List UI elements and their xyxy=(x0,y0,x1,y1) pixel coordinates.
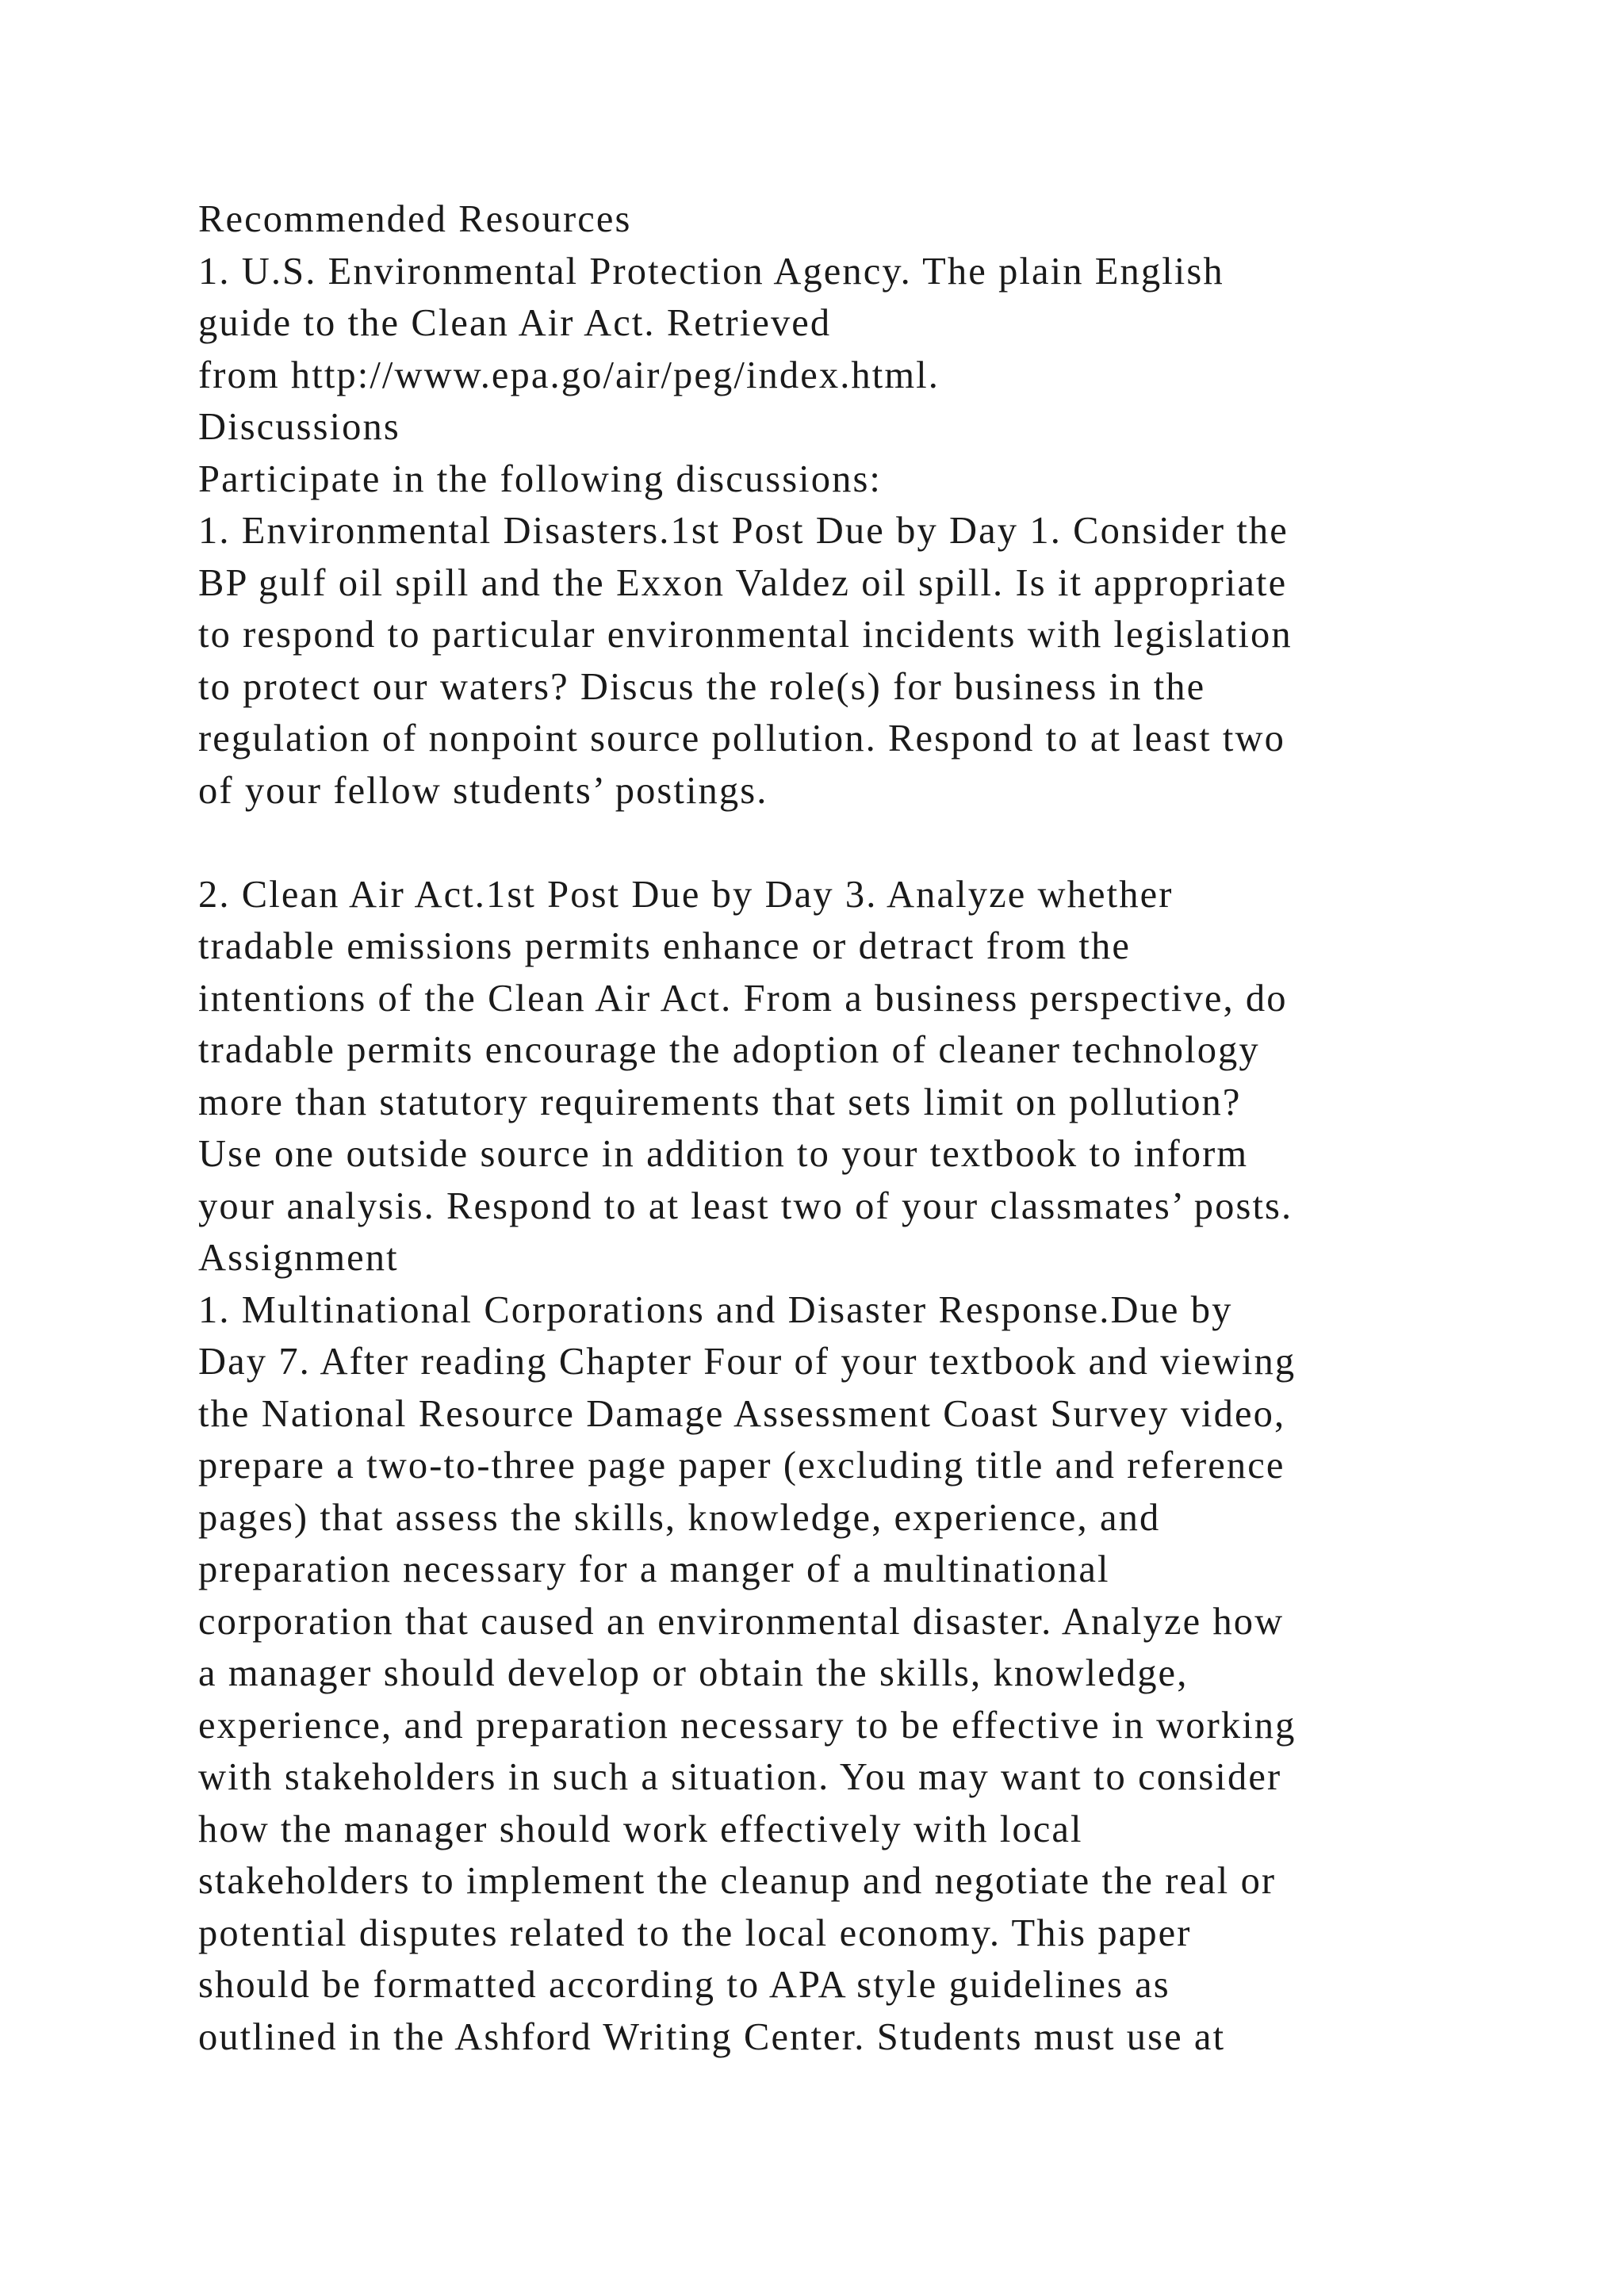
discussion-1-line: 1. Environmental Disasters.1st Post Due by Day 1. Consider the xyxy=(198,510,1289,552)
discussion-1-line: regulation of nonpoint source pollution. Respond to at least two xyxy=(198,718,1285,760)
assignment-1-line: 1. Multinational Corporations and Disaster Response.Due by xyxy=(198,1288,1233,1331)
assignment-1-line: pages) that assess the skills, knowledge, experience, and xyxy=(198,1496,1161,1539)
discussion-1-line: of your fellow students’ postings. xyxy=(198,769,768,812)
resource-item-line: 1. U.S. Environmental Protection Agency. The plain English xyxy=(198,250,1224,293)
assignment-1-line: preparation necessary for a manger of a multinational xyxy=(198,1548,1110,1590)
discussion-1-line: BP gulf oil spill and the Exxon Valdez oil spill. Is it appropriate xyxy=(198,561,1288,604)
discussion-2-line: Use one outside source in addition to your textbook to inform xyxy=(198,1133,1249,1175)
assignment-1-line: prepare a two-to-three page paper (excluding title and reference xyxy=(198,1445,1285,1487)
assignment-1-line: Day 7. After reading Chapter Four of your textbook and viewing xyxy=(198,1341,1297,1383)
assignment-1-line: experience, and preparation necessary to be effective in working xyxy=(198,1704,1297,1747)
paragraph-gap xyxy=(198,817,1515,869)
discussion-2-line: tradable emissions permits enhance or detract from the xyxy=(198,925,1131,967)
discussion-2-line: more than statutory requirements that sets limit on pollution? xyxy=(198,1081,1242,1123)
discussion-1-line: to protect our waters? Discus the role(s) for business in the xyxy=(198,665,1206,708)
heading-recommended-resources: Recommended Resources xyxy=(198,198,632,240)
assignment-1-line: outlined in the Ashford Writing Center. Students must use at xyxy=(198,2015,1226,2058)
document-body xyxy=(198,193,1515,2063)
heading-assignment: Assignment xyxy=(198,1237,399,1279)
text-line: Participate in the following discussions: xyxy=(198,457,883,500)
assignment-1-line: should be formatted according to APA style guidelines as xyxy=(198,1964,1170,2006)
resource-item-line: guide to the Clean Air Act. Retrieved xyxy=(198,302,832,344)
assignment-1-line: the National Resource Damage Assessment Coast Survey video, xyxy=(198,1392,1286,1435)
discussion-1-line: to respond to particular environmental incidents with legislation xyxy=(198,614,1293,656)
discussion-2-line: your analysis. Respond to at least two of your classmates’ posts. xyxy=(198,1184,1293,1227)
discussion-2-line: 2. Clean Air Act.1st Post Due by Day 3. Analyze whether xyxy=(198,873,1174,916)
assignment-1-line: potential disputes related to the local economy. This paper xyxy=(198,1911,1192,1954)
heading-discussions: Discussions xyxy=(198,406,400,448)
resource-url-line[interactable]: from http://www.epa.go/air/peg/index.html. xyxy=(198,354,940,396)
assignment-1-line: corporation that caused an environmental disaster. Analyze how xyxy=(198,1600,1285,1643)
assignment-1-line: how the manager should work effectively with local xyxy=(198,1808,1083,1850)
assignment-1-line: with stakeholders in such a situation. You may want to consider xyxy=(198,1756,1282,1798)
assignment-1-line: stakeholders to implement the cleanup and negotiate the real or xyxy=(198,1860,1277,1902)
discussion-2-line: intentions of the Clean Air Act. From a business perspective, do xyxy=(198,977,1288,1020)
discussion-2-line: tradable permits encourage the adoption of cleaner technology xyxy=(198,1029,1260,1071)
assignment-1-line: a manager should develop or obtain the skills, knowledge, xyxy=(198,1652,1189,1694)
